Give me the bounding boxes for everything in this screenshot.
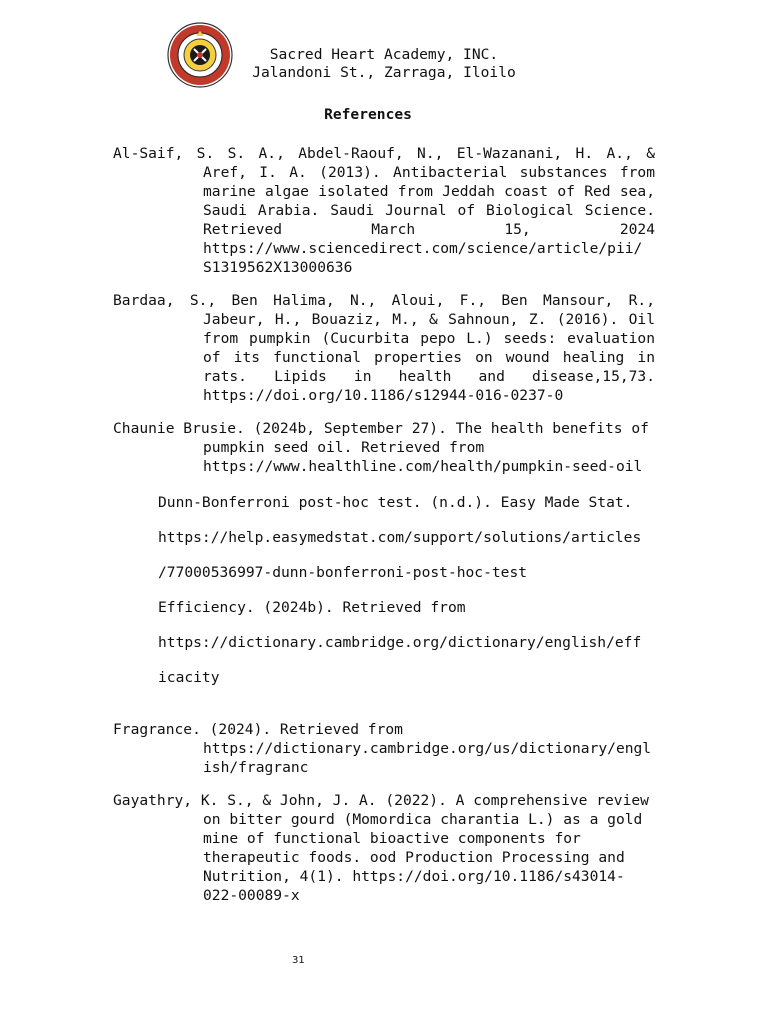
reference-line: https://dictionary.cambridge.org/dictionary/english/eff bbox=[158, 634, 642, 651]
reference-entry: Bardaa, S., Ben Halima, N., Aloui, F., Ben Mansour, R., Jabeur, H., Bouaziz, M., & Sahnoun, Z. (2016). Oil from pumpkin (Cucurbita pepo L.) seeds: evaluation of its functional properties on wound healing in rats. Lipids in health and disease,15,73. https://doi.org/10.1186/s12944-016-0237-0 bbox=[113, 292, 655, 404]
reference-entry: Fragrance. (2024). Retrieved from https://dictionary.cambridge.org/us/dictionary/english/fragranc bbox=[113, 721, 652, 776]
references-list bbox=[113, 144, 655, 476]
reference-entry: Gayathry, K. S., & John, J. A. (2022). A comprehensive review on bitter gourd (Momordica charantia L.) as a gold mine of functional bioactive components for therapeutic foods. ood Production Processing and Nutrition, 4(1). https://doi.org/10.1186/s43014-022-00089-x bbox=[113, 792, 649, 904]
references-list-continued bbox=[113, 720, 655, 905]
page-number: 31 bbox=[292, 955, 305, 966]
reference-line: icacity bbox=[158, 669, 220, 686]
page-title: References bbox=[324, 106, 412, 123]
school-seal-logo bbox=[166, 22, 234, 88]
institution-header bbox=[244, 46, 524, 82]
reference-line: https://help.easymedstat.com/support/solutions/articles bbox=[158, 529, 642, 546]
reference-line: /77000536997-dunn-bonferroni-post-hoc-test bbox=[158, 564, 528, 581]
reference-entry: Al-Saif, S. S. A., Abdel-Raouf, N., El-Wazanani, H. A., & Aref, I. A. (2013). Antibacterial substances from marine algae isolated from Jeddah coast of Red sea, Saudi Arabia. Saudi Journal of Biological Science. Retrieved March 15, 2024 https://www.sciencedirect.com/science/article/pii/ S1319562X13000636 bbox=[113, 145, 655, 276]
institution-address: Jalandoni St., Zarraga, Iloilo bbox=[252, 64, 516, 81]
institution-name: Sacred Heart Academy, INC. bbox=[269, 46, 499, 63]
reference-line: Dunn-Bonferroni post-hoc test. (n.d.). Easy Made Stat. bbox=[158, 494, 633, 511]
reference-line: Efficiency. (2024b). Retrieved from bbox=[158, 599, 466, 616]
reference-entry: Chaunie Brusie. (2024b, September 27). The health benefits of pumpkin seed oil. Retrieved from https://www.healthline.com/health/pumpkin-seed-oil bbox=[113, 420, 649, 475]
